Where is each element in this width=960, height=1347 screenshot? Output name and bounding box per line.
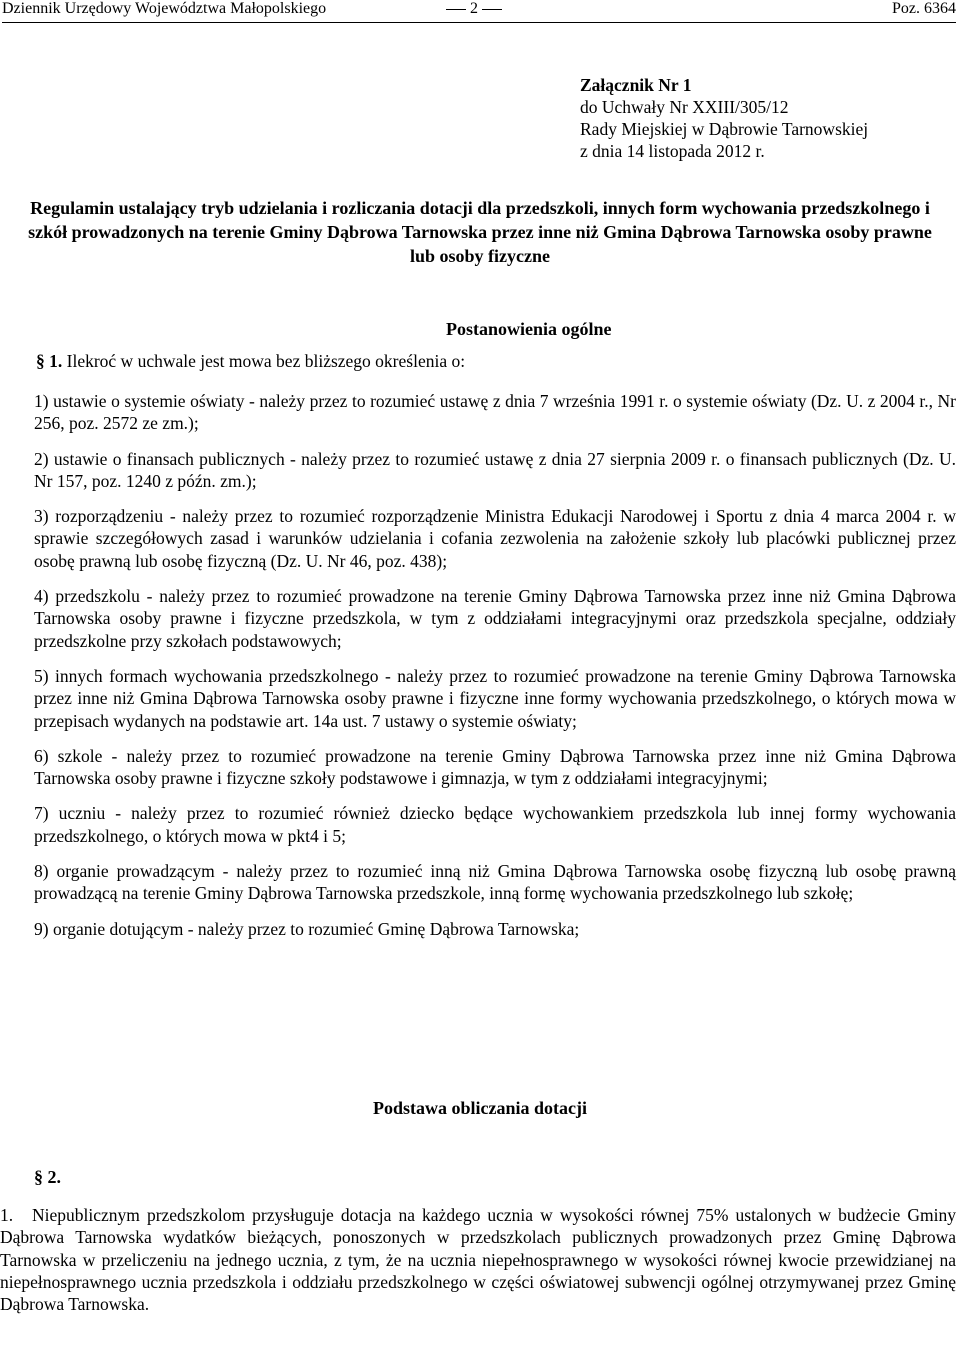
list-item: 3) rozporządzeniu - należy przez to rozumieć rozporządzenie Ministra Edukacji Narodowej i Sportu z dnia 4 marca 2004 r. w sprawie szczegółowych zasad i warunków udzielania i cofania zezwolenia na założenie szkoły lub placówki publicznej przez osobę prawną lub osobę fizyczną (Dz. U. Nr 46, poz. 438);	[34, 506, 956, 571]
list-item: 9) organie dotującym - należy przez to rozumieć Gminę Dąbrowa Tarnowska;	[34, 918, 580, 939]
annex-title: Załącznik Nr 1	[580, 75, 692, 95]
dash-right	[482, 9, 502, 10]
page-number	[442, 0, 506, 18]
list-item: 7) uczniu - należy przez to rozumieć również dziecko będące wychowankiem przedszkola lub innej formy wychowania przedszkolnego, o których mowa w pkt4 i 5;	[34, 803, 956, 846]
list-item: 1) ustawie o systemie oświaty - należy przez to rozumieć ustawę z dnia 7 września 1991 r. o systemie oświaty (Dz. U. z 2004 r., Nr 256, poz. 2572 ze zm.);	[34, 391, 956, 434]
paragraph-1-intro	[36, 350, 465, 372]
paragraph-1-text: Ilekroć w uchwale jest mowa bez bliższego określenia o:	[62, 351, 466, 371]
paragraph-2-item	[0, 1204, 956, 1315]
list-item: 4) przedszkolu - należy przez to rozumieć prowadzone na terenie Gminy Dąbrowa Tarnowska przez inne niż Gmina Dąbrowa Tarnowska osoby prawne i fizyczne przedszkola, w tym z oddziałami integracyjnymi oraz przedszkola specjalne, oddziały przedszkolne przy szkołach podstawowych;	[34, 586, 956, 651]
page-number-value: 2	[470, 0, 478, 17]
section-heading-basis: Podstawa obliczania dotacji	[373, 1098, 587, 1118]
annex-block	[580, 74, 868, 162]
annex-council: Rady Miejskiej w Dąbrowie Tarnowskiej	[580, 119, 869, 139]
list-item: 6) szkole - należy przez to rozumieć prowadzone na terenie Gminy Dąbrowa Tarnowska przez inne niż Gmina Dąbrowa Tarnowska osoby prawne i fizyczne szkoły podstawowe i gimnazja, w tym z oddziałami integracyjnymi;	[34, 745, 956, 789]
journal-title: Dziennik Urzędowy Województwa Małopolskiego	[2, 0, 327, 17]
document-title: Regulamin ustalający tryb udzielania i rozliczania dotacji dla przedszkoli, innych form wychowania przedszkolnego i szkół prowadzonych na terenie Gminy Dąbrowa Tarnowska przez inne niż Gmina Dąbrowa Tarnowska osoby prawne lub osoby fizyczne	[28, 198, 932, 266]
annex-resolution: do Uchwały Nr XXIII/305/12	[580, 97, 789, 117]
definitions-list	[34, 390, 956, 953]
item-text: Niepublicznym przedszkolom przysługuje dotacja na każdego ucznia w wysokości równej 75% ustalonych w budżecie Gminy Dąbrowa Tarnowska wydatków bieżących, ponoszonych w przedszkolach publicznych prowadzonych przez Gminę Dąbrowa Tarnowska w przeliczeniu na jednego ucznia, z tym, że na ucznia niepełnosprawnego w wysokości równej kwocie przewidzianej na niepełnosprawnego ucznia przedszkola i oddziału przedszkolnego w części oświatowej subwencji ogólnej otrzymywanej przez Gminę Dąbrowa Tarnowska.	[0, 1205, 956, 1315]
paragraph-1-symbol: § 1.	[36, 351, 63, 371]
dash-left	[446, 9, 466, 10]
annex-date: z dnia 14 listopada 2012 r.	[580, 141, 765, 161]
list-item: 8) organie prowadzącym - należy przez to rozumieć inną niż Gmina Dąbrowa Tarnowska osobę fizyczną lub osobę prawną prowadzącą na terenie Gminy Dąbrowa Tarnowska przedszkole, inną formę wychowania przedszkolnego lub szkołę;	[34, 861, 956, 904]
paragraph-2-symbol: § 2.	[34, 1167, 61, 1187]
list-item: 5) innych formach wychowania przedszkolnego - należy przez to rozumieć prowadzone na terenie Gminy Dąbrowa Tarnowska przez inne niż Gmina Dąbrowa Tarnowska osoby prawne i fizyczne inne formy wychowania przedszkolnego, o których mowa w przepisach wydanych na podstawie art. 14a ust. 7 ustawy o systemie oświaty;	[34, 665, 956, 731]
position-number: Poz. 6364	[892, 0, 956, 17]
list-item: 2) ustawie o finansach publicznych - należy przez to rozumieć ustawę z dnia 27 sierpnia 2009 r. o finansach publicznych (Dz. U. Nr 157, poz. 1240 z późn. zm.);	[34, 448, 956, 491]
section-heading-general: Postanowienia ogólne	[446, 319, 612, 339]
item-number: 1.	[0, 1205, 14, 1225]
page-header	[2, 0, 956, 23]
